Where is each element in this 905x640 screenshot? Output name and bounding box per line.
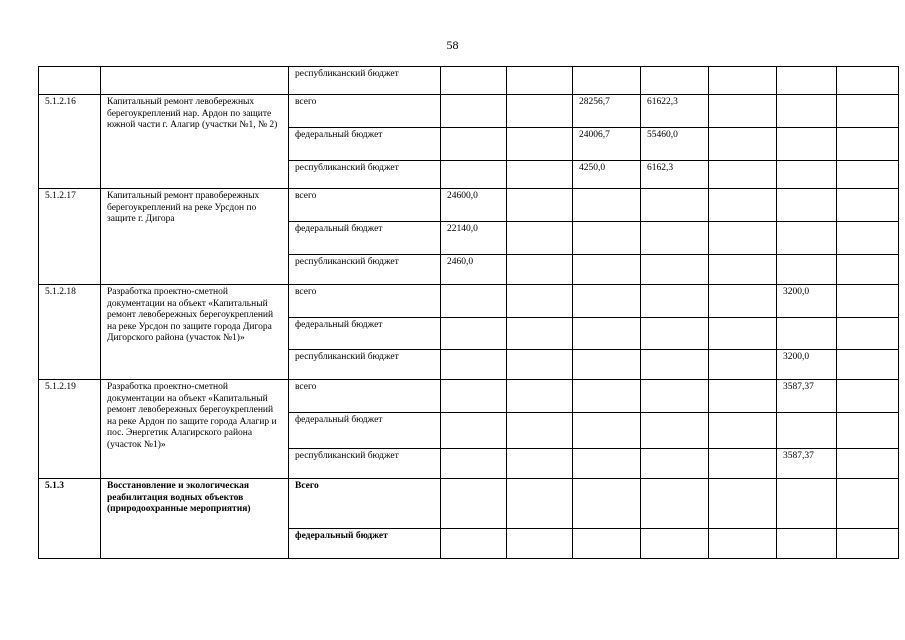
value-cell (837, 161, 899, 189)
value-cell (573, 67, 641, 95)
value-cell (573, 285, 641, 318)
value-cell (837, 128, 899, 161)
value-cell (507, 95, 573, 128)
value-cell: 24600,0 (441, 189, 507, 222)
budget-table (38, 66, 899, 559)
item-code-cell: 5.1.2.16 (39, 95, 101, 189)
value-cell (573, 189, 641, 222)
value-cell (837, 318, 899, 350)
value-cell (507, 479, 573, 529)
value-cell (507, 285, 573, 318)
value-cell (641, 413, 709, 449)
value-cell (573, 529, 641, 559)
funding-source-cell: федеральный бюджет (289, 529, 441, 559)
value-cell (641, 350, 709, 380)
value-cell (709, 285, 777, 318)
value-cell (573, 479, 641, 529)
value-cell (837, 189, 899, 222)
funding-source-cell: Всего (289, 479, 441, 529)
funding-source-cell: всего (289, 95, 441, 128)
item-code-cell: 5.1.2.18 (39, 285, 101, 380)
value-cell (507, 529, 573, 559)
value-cell: 22140,0 (441, 222, 507, 255)
item-code-cell: 5.1.2.19 (39, 380, 101, 479)
value-cell (777, 318, 837, 350)
value-cell: 3200,0 (777, 350, 837, 380)
item-code-cell (39, 67, 101, 95)
value-cell (777, 479, 837, 529)
value-cell (709, 67, 777, 95)
value-cell (777, 128, 837, 161)
value-cell (641, 285, 709, 318)
value-cell (507, 161, 573, 189)
value-cell (641, 380, 709, 413)
value-cell (441, 350, 507, 380)
table-row (39, 189, 899, 222)
item-code-cell: 5.1.2.17 (39, 189, 101, 285)
value-cell (709, 189, 777, 222)
value-cell (507, 128, 573, 161)
value-cell (507, 449, 573, 479)
value-cell (441, 128, 507, 161)
value-cell (441, 285, 507, 318)
value-cell: 3587,37 (777, 380, 837, 413)
value-cell (507, 350, 573, 380)
value-cell (641, 189, 709, 222)
item-name-cell: Разработка проектно-сметной документации на объект «Капитальный ремонт левобережных берегоукреплений на реке Урсдон по защите города Дигора Дигорского района (участок №1)» (101, 285, 289, 380)
funding-source-cell: всего (289, 189, 441, 222)
value-cell (837, 413, 899, 449)
value-cell (709, 255, 777, 285)
value-cell (641, 255, 709, 285)
value-cell (777, 161, 837, 189)
funding-source-cell: республиканский бюджет (289, 255, 441, 285)
value-cell: 4250,0 (573, 161, 641, 189)
value-cell (837, 285, 899, 318)
table-row (39, 479, 899, 529)
value-cell: 24006,7 (573, 128, 641, 161)
value-cell (573, 222, 641, 255)
value-cell (507, 318, 573, 350)
value-cell (837, 380, 899, 413)
funding-source-cell: федеральный бюджет (289, 413, 441, 449)
value-cell (441, 318, 507, 350)
funding-source-cell: всего (289, 285, 441, 318)
item-name-cell: Разработка проектно-сметной документации на объект «Капитальный ремонт левобережных берегоукреплений на реке Ардон по защите города Алагир и пос. Энергетик Алагирского района (участок №1)» (101, 380, 289, 479)
funding-source-cell: федеральный бюджет (289, 128, 441, 161)
value-cell (777, 67, 837, 95)
value-cell (837, 222, 899, 255)
value-cell (573, 449, 641, 479)
value-cell: 2460,0 (441, 255, 507, 285)
value-cell (709, 529, 777, 559)
table-row (39, 285, 899, 318)
table-row (39, 380, 899, 413)
funding-source-cell: республиканский бюджет (289, 161, 441, 189)
value-cell (777, 222, 837, 255)
value-cell: 28256,7 (573, 95, 641, 128)
value-cell (777, 255, 837, 285)
value-cell (837, 449, 899, 479)
value-cell (441, 449, 507, 479)
value-cell (441, 529, 507, 559)
funding-source-cell: республиканский бюджет (289, 67, 441, 95)
funding-source-cell: республиканский бюджет (289, 350, 441, 380)
value-cell (507, 413, 573, 449)
table-row (39, 95, 899, 128)
value-cell (507, 380, 573, 413)
value-cell (709, 318, 777, 350)
value-cell (573, 413, 641, 449)
value-cell (709, 222, 777, 255)
funding-source-cell: федеральный бюджет (289, 318, 441, 350)
value-cell (641, 318, 709, 350)
page-number: 58 (446, 38, 459, 52)
value-cell (777, 189, 837, 222)
funding-source-cell: всего (289, 380, 441, 413)
table-row (39, 67, 899, 95)
value-cell (441, 380, 507, 413)
value-cell (441, 413, 507, 449)
value-cell (709, 161, 777, 189)
value-cell (641, 529, 709, 559)
value-cell (709, 350, 777, 380)
value-cell (837, 67, 899, 95)
value-cell: 6162,3 (641, 161, 709, 189)
value-cell (837, 479, 899, 529)
value-cell (709, 413, 777, 449)
value-cell: 55460,0 (641, 128, 709, 161)
value-cell (641, 449, 709, 479)
value-cell (837, 255, 899, 285)
value-cell (441, 95, 507, 128)
item-name-cell (101, 67, 289, 95)
value-cell (777, 529, 837, 559)
value-cell (573, 255, 641, 285)
value-cell (573, 380, 641, 413)
item-name-cell: Капитальный ремонт левобережных берегоукреплений нар. Ардон по защите южной части г. Алагир (участки №1, № 2) (101, 95, 289, 189)
value-cell (441, 161, 507, 189)
item-name-cell: Восстановление и экологическая реабилитация водных объектов (природоохранные мероприятия) (101, 479, 289, 559)
item-name-cell: Капитальный ремонт правобережных берегоукреплений на реке Урсдон по защите г. Дигора (101, 189, 289, 285)
value-cell (777, 95, 837, 128)
value-cell (507, 67, 573, 95)
value-cell (507, 255, 573, 285)
value-cell (777, 413, 837, 449)
value-cell (441, 67, 507, 95)
value-cell (837, 529, 899, 559)
funding-source-cell: республиканский бюджет (289, 449, 441, 479)
value-cell (709, 128, 777, 161)
value-cell (709, 380, 777, 413)
value-cell: 61622,3 (641, 95, 709, 128)
funding-source-cell: федеральный бюджет (289, 222, 441, 255)
value-cell (507, 222, 573, 255)
value-cell (573, 318, 641, 350)
value-cell: 3587,37 (777, 449, 837, 479)
value-cell (709, 449, 777, 479)
item-code-cell: 5.1.3 (39, 479, 101, 559)
value-cell (641, 222, 709, 255)
value-cell (641, 479, 709, 529)
value-cell (837, 95, 899, 128)
value-cell (573, 350, 641, 380)
value-cell (507, 189, 573, 222)
value-cell (709, 479, 777, 529)
value-cell (837, 350, 899, 380)
value-cell (641, 67, 709, 95)
value-cell: 3200,0 (777, 285, 837, 318)
value-cell (709, 95, 777, 128)
value-cell (441, 479, 507, 529)
